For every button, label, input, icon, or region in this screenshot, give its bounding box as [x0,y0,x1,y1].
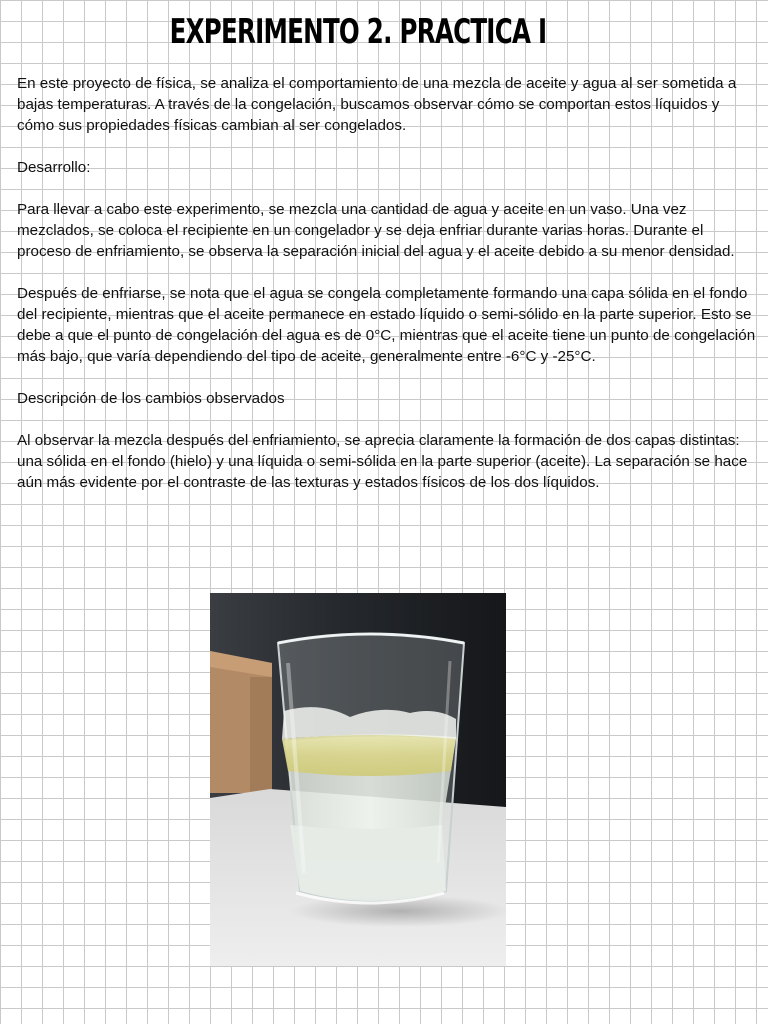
glass-of-oil-and-ice [278,634,464,903]
spacer [17,262,757,283]
spacer [17,178,757,199]
spacer [17,367,757,388]
document-body [17,73,757,493]
observations-heading: Descripción de los cambios observados [17,390,285,407]
experiment-photo [210,593,506,966]
wooden-shelf [210,651,272,793]
spacer [17,409,757,430]
development-paragraph-2: Después de enfriarse, se nota que el agua se congela completamente formando una capa sólida en el fondo del recipiente, mientras que el aceite permanece en estado líquido o semi-sólido en la parte superior. Esto se debe a que el punto de congelación del agua es de 0°C, mientras que el aceite tiene un punto de congelación más bajo, que varía dependiendo del tipo de aceite, generalmente entre -6°C y -25°C. [17,285,756,365]
development-heading: Desarrollo: [17,159,91,176]
page-title: EXPERIMENTO 2. PRACTICA I [169,12,547,52]
intro-paragraph: En este proyecto de física, se analiza el comportamiento de una mezcla de aceite y agua al ser sometida a bajas temperaturas. A través de la congelación, buscamos observar cómo se comportan estos líquidos y cómo sus propiedades físicas cambian al ser congelados. [17,75,737,134]
observations-paragraph: Al observar la mezcla después del enfriamiento, se aprecia claramente la formación de dos capas distintas: una sólida en el fondo (hielo) y una líquida o semi-sólida en la parte superior (aceite). La separación se hace aún más evidente por el contraste de las texturas y estados físicos de los dos líquidos. [17,432,748,491]
development-paragraph-1: Para llevar a cabo este experimento, se mezcla una cantidad de agua y aceite en un vaso. Una vez mezclados, se coloca el recipiente en un congelador y se deja enfriar durante varias horas. Durante el proceso de enfriamiento, se observa la separación inicial del agua y el aceite debido a su menor densidad. [17,201,735,260]
spacer [17,136,757,157]
